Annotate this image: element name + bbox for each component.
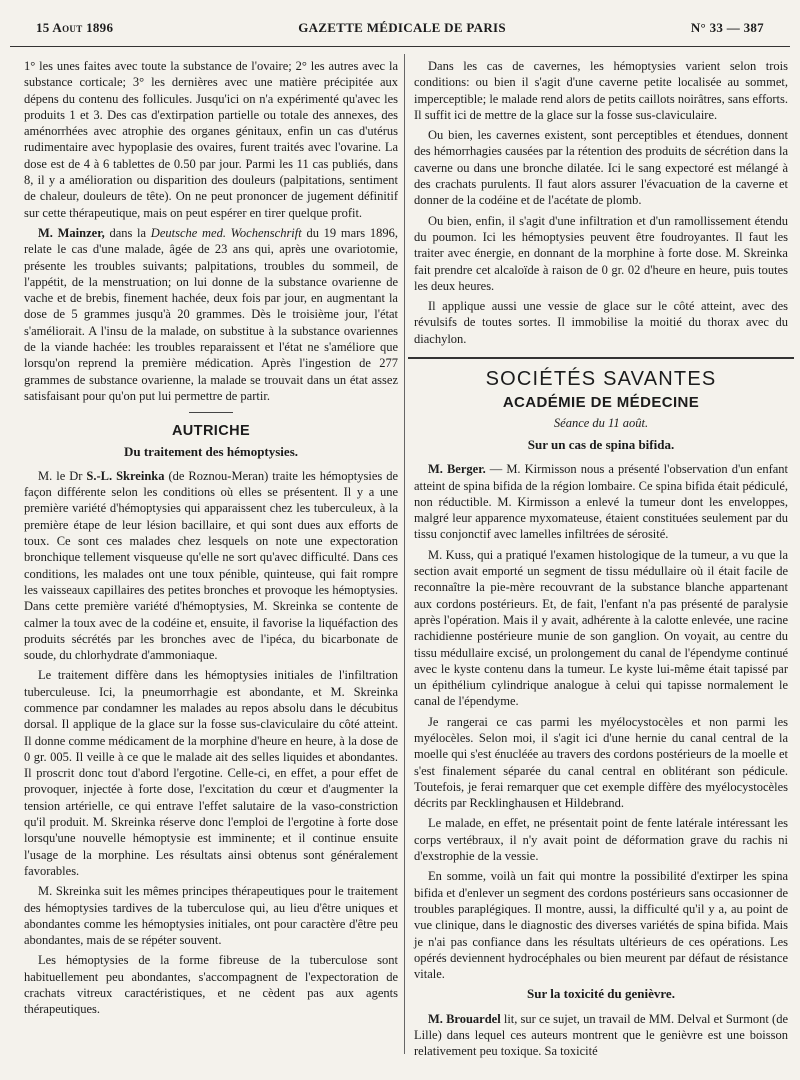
section-rule <box>408 357 794 359</box>
page-header <box>36 20 764 44</box>
left-column <box>24 58 398 1022</box>
author-mainzer: M. Mainzer, <box>38 225 105 240</box>
author-brouardel: M. Brouardel <box>428 1011 501 1026</box>
text-fragment: — M. Kirmisson nous a présenté l'observation d'un enfant atteint de spina bifida de la région lombaire. Ce spina bifida était pédiculé, non réductible. M. Kirmisson a enlevé la tumeur dont les enveloppes, malgré leur apparence myxomateuse, étaient constituées seulement par du tissu conjonctif avec lamelles infiltrées de sérosité. <box>414 462 788 542</box>
header-date: 15 Aout 1896 <box>36 20 114 35</box>
header-title: GAZETTE MÉDICALE DE PARIS <box>298 20 506 35</box>
text-fragment: M. le Dr <box>38 468 87 483</box>
paragraph-en-somme: En somme, voilà un fait qui montre la possibilité d'extirper les spina bifida et d'enlever un segment des cordons postérieurs sans occasionner de troubles paraplégiques. Il montre, aussi, la difficulté qu'il y a, au point de vue clinique, dans le diagnostic des diverses variétés de spina bifida. Mais je n'ai pas confiance dans les résultats ultérieurs de ces opérations. Les opérés deviennent hydrocéphales ou bien meurent par défaut de résistance vitale. <box>414 869 788 982</box>
article-title-spina-bifida: Sur un cas de spina bifida. <box>527 436 675 452</box>
paragraph-tardives: M. Skreinka suit les mêmes principes thérapeutiques pour le traitement des hémoptysies tardives de la tuberculose qui, au lieu d'être uniques et abondantes comme les hémoptysies initiales, ont pour caractère d'être peu abondantes, mais de se répéter souvent. <box>24 884 398 948</box>
section-separator <box>189 412 233 413</box>
journal-title: Deutsche med. Wochenschrift <box>150 225 302 240</box>
section-heading-societes: SOCIÉTÉS SAVANTES <box>485 368 717 391</box>
paragraph-traitement: Le traitement diffère dans les hémoptysies initiales de l'infiltration tuberculeuse. Ici, la pneumorrhagie est abondante, et M. Skreinka commence par condamner les malades au repos absolu dans le décubitus dorsal. Il applique de la glace sur la fosse sus-claviculaire du côté atteint. Il donne comme médicament de la morphine d'heure en heure, à la dose de 0 gr. 005. Il veille à ce que le malade ait des selles liquides et abondantes. Il proscrit donc tout d'abord l'ergotine. Celle-ci, en effet, a pour effet de provoquer, injectée à forte dose, l'excitation du cœur et d'augmenter la tension artérielle, ce qui entrave l'effet salutaire de la vaso-constriction qu'il produit. M. Skreinka réserve donc l'emploi de l'ergotine à forte dose lorsqu'une nouvelle hémoptysie est imminente; et il continue ensuite l'usage de la morphine. Les résultats ainsi obtenus sont généralement favorables. <box>24 668 398 878</box>
section-heading-autriche: AUTRICHE <box>171 423 251 440</box>
paragraph-malade: Le malade, en effet, ne présentait point de fente latérale intéressant les corps vertébraux, il n'y avait point de déformation grave du rachis ni d'exstrophie de la vessie. <box>414 816 788 864</box>
article-title-hemoptysies: Du traitement des hémoptysies. <box>123 443 299 459</box>
right-column <box>414 58 788 1064</box>
paragraph-vessie-glace: Il applique aussi une vessie de glace sur le côté atteint, avec des révulsifs de toutes sortes. Il immobilise la moitié du thorax avec du diachylon. <box>414 299 788 346</box>
header-rule <box>10 46 790 47</box>
paragraph-berger <box>414 461 788 542</box>
article-title-genievre: Sur la toxicité du genièvre. <box>527 986 675 1002</box>
text-fragment: du 19 mars 1896, relate le cas d'une malade, âgée de 23 ans qui, après une ovariotomie, présente les troubles suivants; palpitations, troubles du sommeil, de l'appétit, de la menstruation; on lui donne de la substance ovarienne de vache et de brebis, finement hachée, deux fois par jour, en augmentant la dose de 5 grammes jusqu'à 20 grammes. Dès le troisième jour, l'état s'améliorait. A l'insu de la malade, on substitue à la substance ovariennes de la viande hachée: les troubles reparaissent et l'état ne s'améliore que lorsqu'on reprend la première médication. Après l'ingestion de 277 grammes de substance ovarienne, la malade se trouvait dans un état assez satisfaisant pour qu'on put lui permettre de partir. <box>24 225 398 403</box>
paragraph-myelocystoceles: Je rangerai ce cas parmi les myélocystocèles et non parmi les myélocèles. Selon moi, il s'agit ici d'une hernie du canal central de la moelle qui s'est énucléée au travers des cordons postérieurs de la moelle et s'est finalement séparée du canal central en oblitérant son pédicule. Toutefois, je ferai remarquer que cet exemple diffère des myélocystocèles décrits par Recklinghausen et Hildebrand. <box>414 714 788 811</box>
header-issue: N° 33 — 387 <box>690 20 764 35</box>
paragraph-infiltration: Ou bien, enfin, il s'agit d'une infiltration et d'un ramollissement étendu du poumon. Ici les hémoptysies peuvent être foudroyantes. Il faut les traiter avec énergie, en donnant de la morphine à forte dose. M. Skreinka fait prendre cet alcaloïde à raison de 0 gr. 02 d'heure en heure, puis toutes les deux heures. <box>414 213 788 293</box>
text-fragment: dans la <box>104 225 151 240</box>
paragraph-fibreuse: Les hémoptysies de la forme fibreuse de la tuberculose sont habituellement peu abondantes, s'accompagnent de l'expectoration de crachats vitreux caractéristiques, et ne cèdent pas aux agents thérapeutiques. <box>24 953 398 1017</box>
paragraph-skreinka <box>24 468 398 664</box>
column-divider <box>404 54 405 1054</box>
text-fragment: (de Roznou-Meran) traite les hémoptysies de façon différente selon les conditions où elles se présentent. Il y a une première variété d'hémoptysies qui apparaissent chez les tuberculeux, à la première étape de leur lésion bacillaire, et qui sont dues aux efforts de toux. Ce sont ces malades chez lesquels on note une expectoration bronchique tellement visqueuse qu'elle ne sort qu'avec difficulté. Dans ces conditions, les malades ont une toux pénible, quinteuse, qui fait rompre les vaisseaux capillaires des petites bronches et provoque les hémoptysies. Dans cette première variété d'hémoptysies, M. Skreinka se contente de calmer la toux avec de la codéine et, ensuite, il favorise la liquéfaction des produits sécrétés par les bronches avec de l'ipéca, du bicarbonate de soude, du chlorhydrate d'ammoniaque. <box>24 468 399 663</box>
paragraph-cavernes-etendues: Ou bien, les cavernes existent, sont perceptibles et étendues, donnent des hémorrhagies causées par la rétention des produits de sécrétion dans la caverne ou dans une bronche dilatée. Ici le sang expectoré est mélangé à des crachats purulents. Il faut alors assurer l'évacuation de la caverne et donner de la codéine et de l'acétate de plomb. <box>414 128 788 208</box>
paragraph-kuss: M. Kuss, qui a pratiqué l'examen histologique de la tumeur, a vu que la section avait emporté un segment de tissu médullaire où il était facile de reconnaître la pie-mère recouvrant de la substance blanche appartenant aux cordons postérieurs. Et, de fait, l'enfant n'a pas présenté de paralysie après l'opération. Mais il y avait, adhérente à la calotte enlevée, une racine rachidienne postérieure munie de son ganglion. On voyait, au centre du tissu médullaire excisé, un prolongement du canal de l'épendyme continué avec le kyste contenu dans la tumeur. Le kyste lui-même était tapissé par un épithélium cylindrique analogue à celui qui tapisse normalement le canal de l'épendyme. <box>414 547 788 709</box>
paragraph-mainzer <box>24 225 398 404</box>
paragraph-cavernes: Dans les cas de cavernes, les hémoptysies varient selon trois conditions: ou bien il s'agit d'une caverne petite localisée au sommet, imperceptible; le malade rend alors de petits caillots noirâtres, sans efforts. Il suffit ici de mettre de la glace sur la fosse sus-claviculaire. <box>414 59 788 122</box>
academie-heading: ACADÉMIE DE MÉDECINE <box>502 394 700 412</box>
paragraph-brouardel <box>414 1011 788 1060</box>
author-skreinka: S.-L. Skreinka <box>86 468 165 483</box>
seance-date: Séance du 11 août. <box>553 415 649 430</box>
paragraph-ovarine: 1° les unes faites avec toute la substance de l'ovaire; 2° les autres avec la substance corticale; 3° les dernières avec une matière précipitée aux dépens du contenu des follicules. Jusqu'ici on n'a expérimenté qu'avec les produits 1 et 3. Des cas d'extirpation partielle ou totale des annexes, des aménorrhées avec atrophie des organes génitaux, enfin un cas d'utérus rudimentaire avec hypoplasie des ovaires, furent traités avec l'ovarine. La dose est de 4 à 6 tablettes de 0.50 par jour. Parmi les 11 cas publiés, dans 8, il y a amélioration ou disparition des douleurs (palpitations, sentiment de chaleur, douleurs de tête). On ne peut prononcer de jugement définitif sur cette thérapeutique, mais on peut espérer en tirer quelque profit. <box>24 59 398 220</box>
author-berger: M. Berger. <box>428 462 486 477</box>
text-fragment: lit, sur ce sujet, un travail de MM. Delval et Surmont (de Lille) dans lequel ces auteurs montrent que le genièvre est une boisson relativement peu toxique. Sa toxicité <box>414 1011 788 1059</box>
